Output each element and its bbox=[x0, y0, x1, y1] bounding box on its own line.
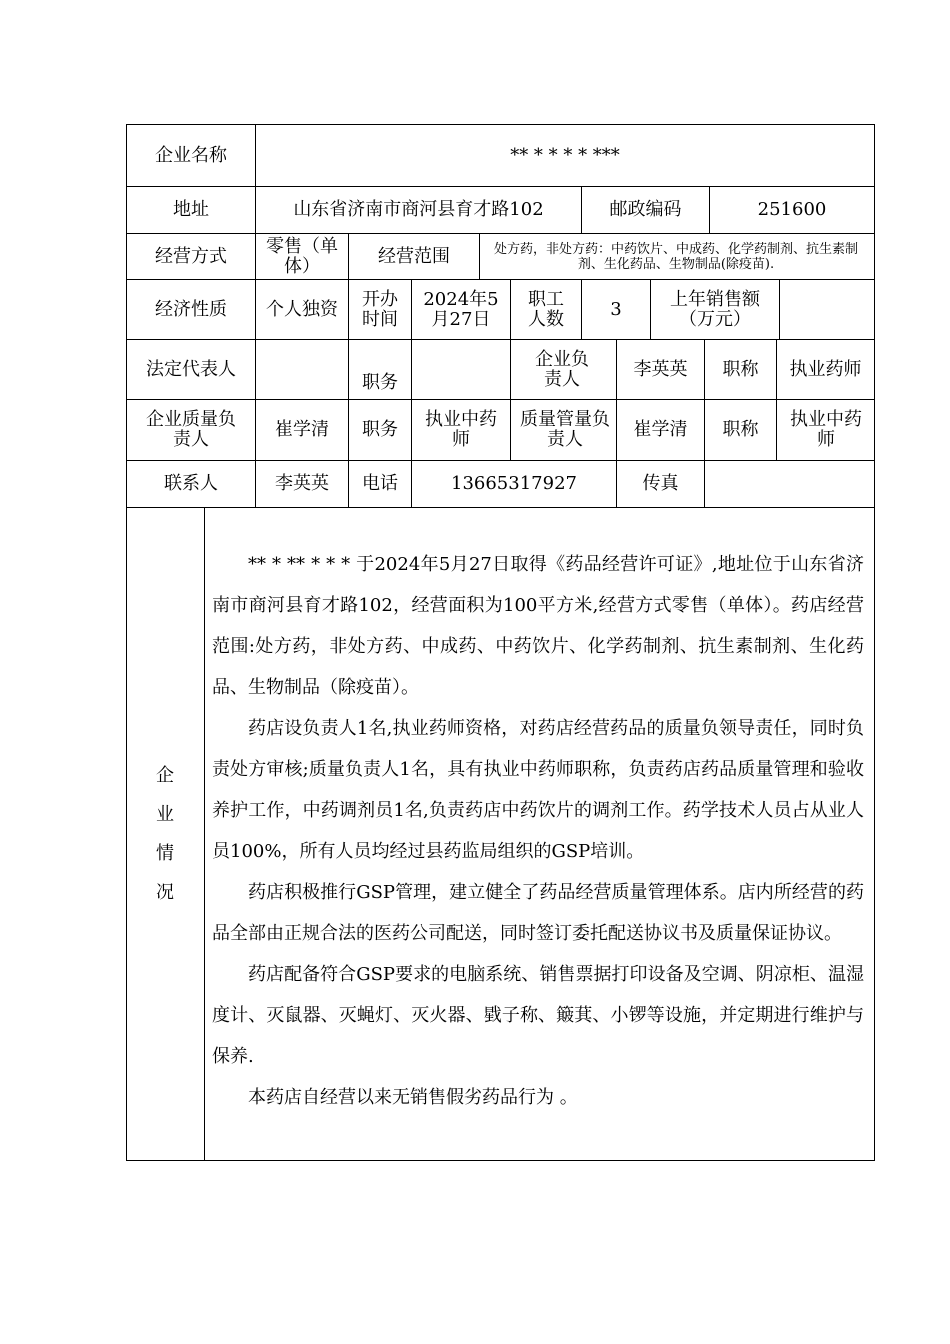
paragraph: 药店积极推行GSP管理，建立健全了药品经营质量管理体系。店内所经营的药品全部由正规合法的医药公司配送，同时签订委托配送协议书及质量保证协议。 bbox=[212, 882, 864, 944]
business-mode-label: 经营方式 bbox=[155, 245, 227, 267]
enterprise-status-text bbox=[212, 544, 864, 1118]
enterprise-info-form bbox=[126, 124, 875, 1161]
phone-value: 13665317927 bbox=[451, 473, 577, 494]
address-label: 地址 bbox=[173, 199, 209, 220]
position-value-2: 执业中药师 bbox=[425, 409, 497, 450]
enterprise-manager-value: 李英英 bbox=[633, 358, 688, 380]
section-label-char: 况 bbox=[156, 882, 174, 903]
economic-nature-label: 经济性质 bbox=[155, 298, 227, 320]
address-value: 山东省济南市商河县育才路102 bbox=[293, 199, 544, 220]
staff-count-value: 3 bbox=[610, 298, 622, 320]
last-year-sales-value bbox=[780, 280, 874, 339]
enterprise-status-label bbox=[126, 508, 204, 1160]
paragraph: ** * ** * * * 于2024年5月27日取得《药品经营许可证》,地址位于山东省济南市商河县育才路102，经营面积为100平方米,经营方式零售（单体）。药店经营范围:处方药，非处方药、中成药、中药饮片、化学药制剂、抗生素制剂、生化药品、生物制品（除疫苗）。 bbox=[212, 554, 864, 698]
business-scope-label: 经营范围 bbox=[378, 245, 450, 267]
legal-rep-label: 法定代表人 bbox=[146, 358, 236, 380]
title-label-1: 职称 bbox=[722, 358, 759, 380]
paragraph: 药店配备符合GSP要求的电脑系统、销售票据打印设备及空调、阴凉柜、温湿度计、灭鼠器、灭蝇灯、灭火器、戥子称、簸萁、小锣等设施，并定期进行维护与保养. bbox=[212, 964, 864, 1067]
table-rule bbox=[479, 233, 480, 280]
table-rule bbox=[510, 339, 511, 400]
section-label-char: 业 bbox=[156, 804, 174, 825]
company-name-value: ** * * * * *** bbox=[510, 144, 620, 166]
quality-officer-value: 崔学清 bbox=[275, 419, 329, 440]
contact-label: 联系人 bbox=[164, 473, 218, 494]
postcode-label: 邮政编码 bbox=[609, 199, 682, 220]
table-rule bbox=[204, 507, 205, 1161]
table-rule bbox=[874, 124, 875, 1161]
title-value-1: 执业药师 bbox=[789, 358, 862, 380]
fax-label: 传真 bbox=[642, 473, 679, 494]
company-name-label: 企业名称 bbox=[155, 144, 227, 166]
table-rule bbox=[126, 507, 875, 508]
open-time-value: 2024年5月27日 bbox=[423, 288, 499, 330]
postcode-value: 251600 bbox=[757, 199, 827, 220]
paragraph: 药店设负责人1名,执业药师资格，对药店经营药品的质量负领导责任，同时负责处方审核;质量负责人1名，具有执业中药师职称，负责药店药品质量管理和验收养护工作，中药调剂员1名,负责药店中药饮片的调剂工作。药学技术人员占从业人员100%，所有人员均经过县药监局组织的GSP培训。 bbox=[212, 718, 864, 862]
title-value-2: 执业中药师 bbox=[790, 409, 862, 450]
table-rule bbox=[510, 279, 511, 340]
enterprise-manager-label: 企业负责人 bbox=[535, 348, 589, 390]
business-scope-value: 处方药，非处方药：中药饮片、中成药、化学药制剂、抗生素制剂、生化药品、生物制品(除疫苗). bbox=[493, 241, 858, 272]
table-rule bbox=[126, 1160, 875, 1161]
table-rule bbox=[650, 279, 651, 340]
table-rule bbox=[510, 399, 511, 461]
table-rule bbox=[776, 399, 777, 461]
table-rule bbox=[411, 399, 412, 461]
section-label-char: 企 bbox=[156, 765, 174, 786]
fax-value bbox=[705, 461, 874, 507]
staff-count-label: 职工人数 bbox=[528, 288, 564, 330]
title-label-2: 职称 bbox=[722, 419, 759, 440]
contact-value: 李英英 bbox=[275, 473, 329, 494]
position-label-2: 职务 bbox=[362, 419, 398, 440]
quality-officer-label: 企业质量负责人 bbox=[146, 409, 236, 450]
quality-manager-label: 质量管量负责人 bbox=[520, 409, 610, 450]
business-mode-value: 零售（单体） bbox=[266, 235, 338, 277]
phone-label: 电话 bbox=[362, 473, 398, 494]
position-label-1: 职务 bbox=[362, 372, 398, 393]
position-value-1 bbox=[412, 340, 510, 399]
legal-rep-value bbox=[256, 340, 348, 399]
last-year-sales-label: 上年销售额（万元） bbox=[670, 288, 760, 330]
paragraph: 本药店自经营以来无销售假劣药品行为 。 bbox=[248, 1087, 578, 1108]
quality-manager-value: 崔学清 bbox=[633, 419, 688, 440]
section-label-char: 情 bbox=[156, 843, 174, 864]
table-rule bbox=[348, 279, 349, 340]
economic-nature-value: 个人独资 bbox=[266, 298, 338, 320]
open-time-label: 开办时间 bbox=[362, 288, 398, 330]
table-rule bbox=[411, 279, 412, 340]
